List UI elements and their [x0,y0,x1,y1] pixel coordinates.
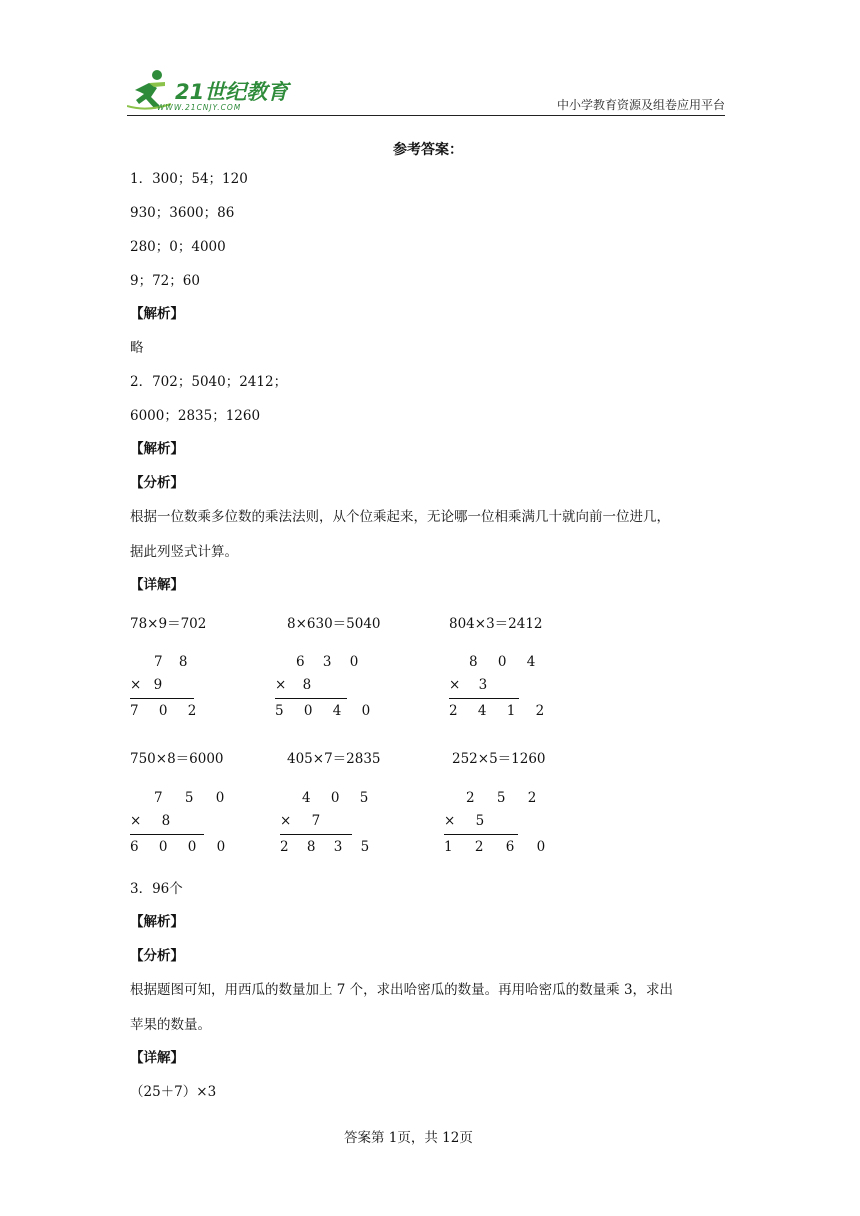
q1-jiexi-label: 【解析】 [130,306,184,322]
logo-text: 21世纪教育 [175,80,289,104]
logo [127,68,292,114]
equation-3: 804×3＝2412 [449,616,543,632]
q2-jiexi-label: 【解析】 [130,441,184,457]
equation-4: 750×8＝6000 [130,751,224,767]
q3-expression: （25＋7）×3 [130,1084,217,1100]
page-footer: 答案第 1页，共 12页 [344,1130,473,1146]
q2-line-2: 6000；2835；1260 [130,408,261,424]
vertical-rule [449,698,519,699]
q3-xiangjie-label: 【详解】 [130,1050,184,1066]
q3-analysis-1: 根据题图可知，用西瓜的数量加上 7 个，求出哈密瓜的数量。再用哈密瓜的数量乘 3，求出 [130,982,674,998]
q1-line-4: 9；72；60 [130,273,200,289]
q2-line-1: 2．702；5040；2412； [130,374,288,390]
vertical-rule [280,834,352,835]
vertical-multiplier: × 7 [280,813,329,829]
q3-answer: 3．96个 [130,881,183,897]
vertical-result: 7 0 2 [130,703,205,719]
vertical-result: 1 2 6 0 [444,839,555,855]
vertical-multiplier: × 9 [130,677,167,693]
vertical-result: 2 4 1 2 [449,703,553,719]
equation-2: 8×630＝5040 [287,616,381,632]
platform-name: 中小学教育资源及组卷应用平台 [556,98,725,112]
equation-5: 405×7＝2835 [287,751,381,767]
q2-analysis-2: 据此列竖式计算。 [130,544,238,560]
vertical-result: 2 8 3 5 [280,839,377,855]
vertical-result: 6 0 0 0 [130,839,234,855]
vertical-top: 2 5 2 [466,790,546,806]
equation-1: 78×9＝702 [130,616,207,632]
page-title: 参考答案： [393,142,463,158]
q2-xiangjie-label: 【详解】 [130,577,184,593]
logo-url: WWW.21CNJY.COM [157,103,242,112]
q3-analysis-2: 苹果的数量。 [130,1017,211,1033]
vertical-rule [130,834,204,835]
q1-lue: 略 [130,340,144,356]
vertical-top: 6 3 0 [296,654,366,670]
vertical-top: 7 5 0 [154,790,234,806]
q2-fenxi-label: 【分析】 [130,475,184,491]
vertical-top: 4 0 5 [302,790,377,806]
vertical-multiplier: × 8 [275,677,318,693]
vertical-top: 7 8 [154,654,194,670]
q1-line-2: 930；3600；86 [130,205,235,221]
q1-line-1: 1．300；54；120 [130,171,248,187]
vertical-multiplier: × 5 [444,813,493,829]
vertical-result: 5 0 4 0 [275,703,379,719]
q3-jiexi-label: 【解析】 [130,914,184,930]
q3-fenxi-label: 【分析】 [130,948,184,964]
vertical-multiplier: × 3 [449,677,495,693]
vertical-rule [444,834,518,835]
vertical-multiplier: × 8 [130,813,179,829]
equation-6: 252×5＝1260 [452,751,546,767]
vertical-rule [275,698,347,699]
q1-line-3: 280；0；4000 [130,239,226,255]
q2-analysis-1: 根据一位数乘多位数的乘法法则，从个位乘起来，无论哪一位相乘满几十就向前一位进几， [130,509,670,525]
header-divider [127,115,725,116]
vertical-rule [130,698,194,699]
vertical-top: 8 0 4 [469,654,544,670]
